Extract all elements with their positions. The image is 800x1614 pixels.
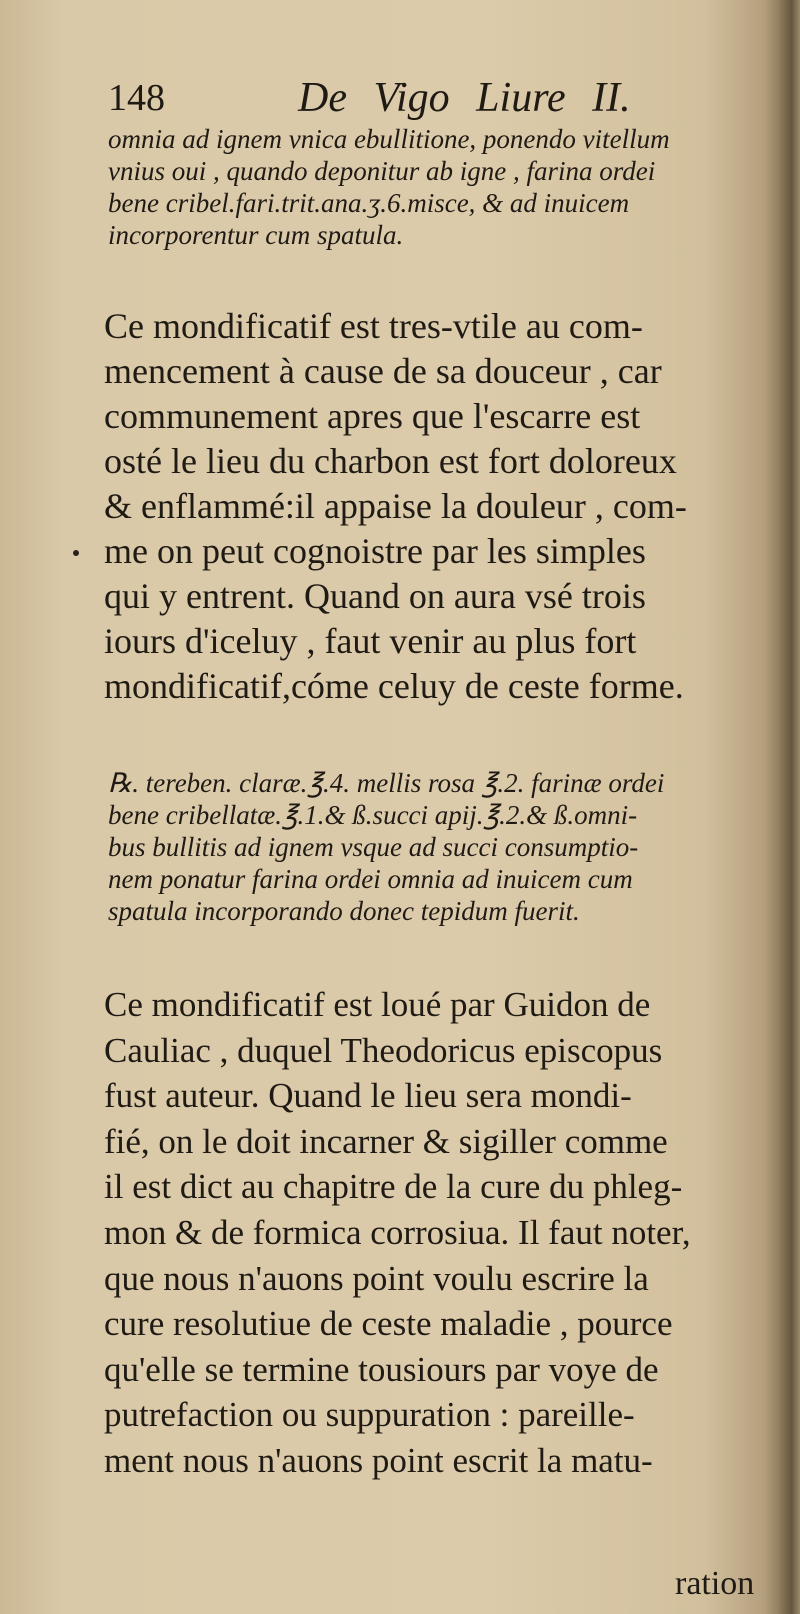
text-line: me on peut cognoistre par les simples bbox=[104, 531, 646, 571]
text-line: ℞. tereben. claræ.℥.4. mellis rosa ℥.2. farinæ ordei bbox=[108, 768, 665, 798]
margin-dot bbox=[73, 550, 79, 556]
latin-recipe-block-2 bbox=[108, 767, 748, 927]
text-line: fié, on le doit incarner & sigiller comme bbox=[104, 1121, 668, 1161]
french-paragraph-2 bbox=[104, 982, 764, 1484]
text-line: qu'elle se termine tousiours par voye de bbox=[104, 1349, 659, 1389]
text-line: osté le lieu du charbon est fort doloreux bbox=[104, 441, 677, 481]
running-title: De Vigo Liure II. bbox=[298, 75, 631, 121]
text-line: Ce mondificatif est tres-vtile au com- bbox=[104, 306, 643, 346]
text-line: iours d'iceluy , faut venir au plus fort bbox=[104, 621, 637, 661]
text-line: cure resolutiue de ceste maladie , pource bbox=[104, 1304, 673, 1344]
catchword: ration bbox=[675, 1565, 755, 1602]
page-gutter-shadow bbox=[766, 0, 800, 1614]
text-line: ment nous n'auons point escrit la matu- bbox=[104, 1440, 653, 1480]
text-line: communement apres que l'escarre est bbox=[104, 396, 641, 436]
text-line: nem ponatur farina ordei omnia ad inuicem cum bbox=[108, 864, 633, 894]
text-line: Cauliac , duquel Theodoricus episcopus bbox=[104, 1030, 663, 1070]
text-line: & enflammé:il appaise la douleur , com- bbox=[104, 486, 687, 526]
text-line: mencement à cause de sa douceur , car bbox=[104, 351, 662, 391]
french-paragraph-1 bbox=[104, 304, 764, 709]
text-line: il est dict au chapitre de la cure du phleg- bbox=[104, 1167, 683, 1207]
text-line: vnius oui , quando deponitur ab igne , farina ordei bbox=[108, 156, 656, 186]
latin-recipe-block-1 bbox=[108, 123, 748, 251]
text-line: incorporentur cum spatula. bbox=[108, 220, 404, 250]
text-line: omnia ad ignem vnica ebullitione, ponendo vitellum bbox=[108, 124, 670, 154]
text-line: bus bullitis ad ignem vsque ad succi consumptio- bbox=[108, 832, 639, 862]
text-line: bene cribellatæ.℥.1.& ß.succi apij.℥.2.& ß.omni- bbox=[108, 800, 638, 830]
text-line: spatula incorporando donec tepidum fuerit. bbox=[108, 896, 580, 926]
text-line: putrefaction ou suppuration : pareille- bbox=[104, 1395, 635, 1435]
text-line: Ce mondificatif est loué par Guidon de bbox=[104, 985, 651, 1024]
text-line: mondificatif,cóme celuy de ceste forme. bbox=[104, 666, 684, 706]
page-number: 148 bbox=[108, 77, 165, 119]
text-line: bene cribel.fari.trit.ana.ʒ.6.misce, & ad inuicem bbox=[108, 188, 630, 218]
text-line: mon & de formica corrosiua. Il faut noter, bbox=[104, 1212, 691, 1252]
text-line: fust auteur. Quand le lieu sera mondi- bbox=[104, 1076, 632, 1116]
text-line: que nous n'auons point voulu escrire la bbox=[104, 1258, 649, 1298]
text-line: qui y entrent. Quand on aura vsé trois bbox=[104, 576, 646, 616]
page-header bbox=[108, 72, 728, 124]
